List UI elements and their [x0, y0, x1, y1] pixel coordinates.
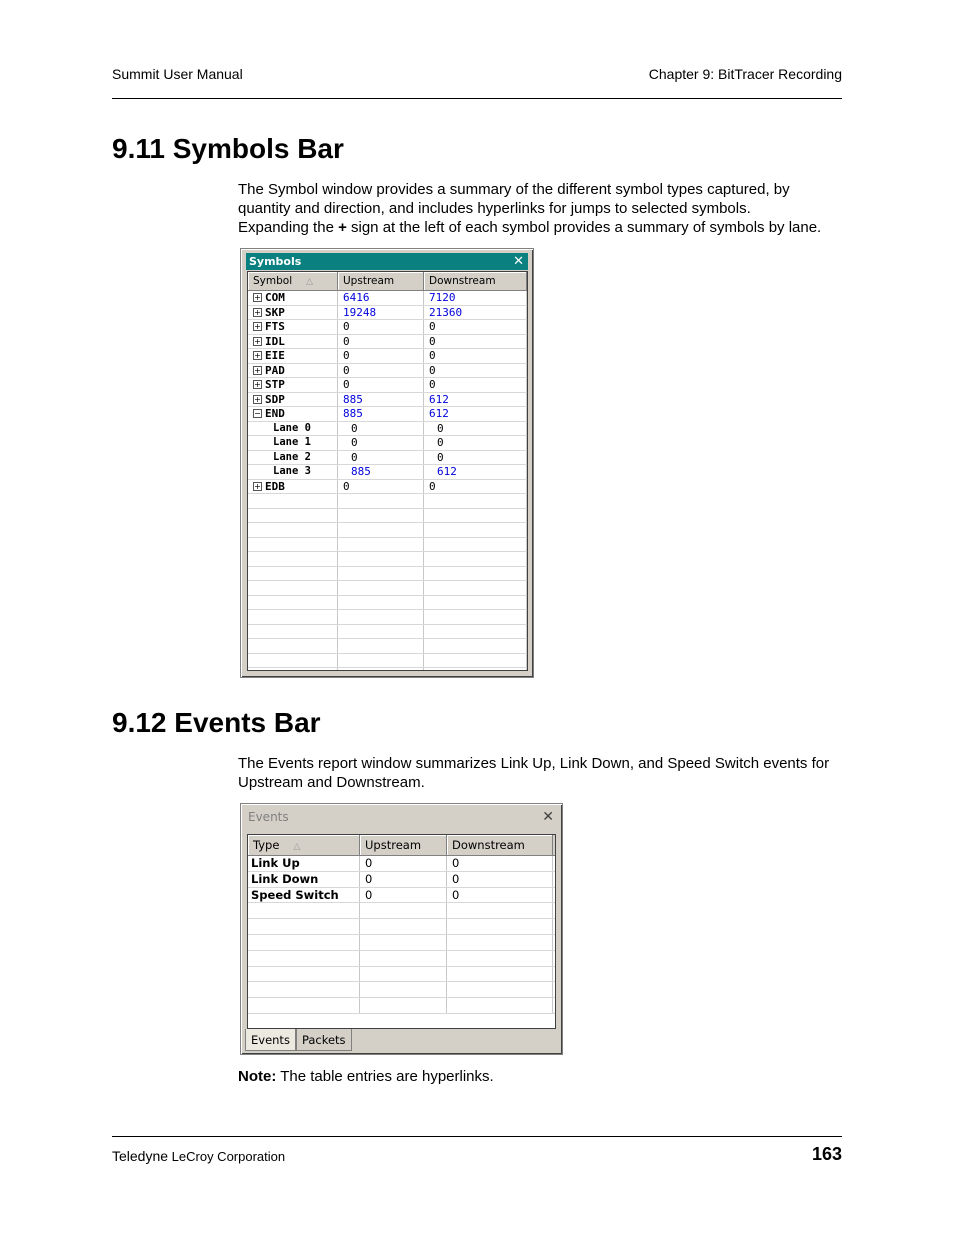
upstream-count[interactable]: 885 [338, 407, 424, 421]
symbol-name: COM [265, 291, 285, 304]
upstream-count: 0 [338, 422, 424, 436]
symbol-name: IDL [265, 334, 285, 348]
symbol-name-cell [248, 306, 338, 320]
empty-cell [248, 982, 360, 997]
empty-cell [360, 967, 447, 982]
downstream-count: 0 [424, 364, 527, 378]
empty-cell [248, 998, 360, 1013]
symbol-row[interactable] [248, 335, 527, 350]
empty-cell [360, 919, 447, 934]
symbol-name-cell [248, 320, 338, 334]
upstream-count[interactable]: 6416 [338, 291, 424, 305]
events-rows [248, 856, 555, 1014]
symbols-description [238, 180, 848, 237]
section-heading-symbols: 9.11 Symbols Bar [112, 133, 344, 164]
symbol-name-cell [248, 378, 338, 392]
empty-cell [424, 494, 527, 508]
empty-cell [338, 654, 424, 668]
empty-cell [248, 494, 338, 508]
empty-cell [248, 596, 338, 610]
empty-row [248, 668, 527, 671]
empty-cell [338, 567, 424, 581]
symbol-row[interactable] [248, 378, 527, 393]
symbol-name: Lane 3 [273, 465, 311, 477]
empty-row [248, 523, 527, 538]
empty-cell [338, 668, 424, 671]
symbol-name-cell [248, 465, 338, 479]
empty-cell [424, 567, 527, 581]
symbol-name: EDB [265, 479, 285, 493]
events-column-header [248, 835, 555, 856]
symbols-desc-line3a: Expanding the [238, 219, 339, 236]
column-header-type[interactable]: Type △ [248, 835, 360, 855]
empty-cell [424, 523, 527, 537]
lane-row[interactable] [248, 465, 527, 480]
expand-icon[interactable]: + [254, 293, 261, 302]
event-type: Speed Switch [248, 888, 360, 903]
empty-cell [248, 935, 360, 950]
symbol-name: FTS [265, 320, 285, 333]
empty-cell [424, 538, 527, 552]
empty-cell [424, 552, 527, 566]
empty-cell [248, 538, 338, 552]
empty-cell [360, 998, 447, 1013]
downstream-count[interactable]: 0 [447, 856, 553, 871]
empty-cell [248, 903, 360, 918]
empty-cell [338, 639, 424, 653]
symbol-row[interactable] [248, 349, 527, 364]
upstream-count: 0 [338, 335, 424, 349]
empty-row [248, 654, 527, 669]
column-header-downstream[interactable]: Downstream [447, 835, 553, 855]
empty-cell [248, 967, 360, 982]
empty-row [248, 581, 527, 596]
empty-row [248, 538, 527, 553]
downstream-count: 0 [424, 349, 527, 363]
symbol-row[interactable] [248, 393, 527, 408]
symbols-window-title: Symbols [249, 255, 302, 268]
symbol-name: Lane 0 [273, 421, 311, 434]
symbol-name-cell [248, 349, 338, 363]
symbols-column-header [248, 272, 527, 291]
symbol-row[interactable] [248, 306, 527, 321]
symbol-name-cell [248, 436, 338, 450]
footer-rule [112, 1136, 842, 1137]
upstream-count[interactable]: 885 [338, 465, 424, 479]
downstream-count[interactable]: 0 [447, 888, 553, 903]
empty-cell [248, 951, 360, 966]
upstream-count[interactable]: 0 [360, 888, 447, 903]
symbol-row[interactable] [248, 320, 527, 335]
tab-packets[interactable]: Packets [296, 1029, 352, 1051]
empty-cell [338, 552, 424, 566]
downstream-count: 0 [424, 422, 527, 436]
empty-cell [424, 610, 527, 624]
empty-cell [248, 919, 360, 934]
symbol-row[interactable] [248, 480, 527, 495]
sort-arrow-icon: △ [306, 277, 314, 287]
column-header-downstream[interactable]: Downstream [424, 272, 527, 290]
upstream-count[interactable]: 0 [360, 872, 447, 887]
expand-icon[interactable]: + [254, 322, 261, 331]
empty-cell [338, 509, 424, 523]
empty-cell [424, 509, 527, 523]
expand-icon[interactable]: + [254, 380, 261, 389]
symbol-name: END [265, 407, 285, 420]
empty-cell [447, 919, 553, 934]
events-title-bar [245, 807, 558, 827]
upstream-count: 0 [338, 480, 424, 494]
lane-row[interactable] [248, 451, 527, 466]
downstream-count[interactable]: 21360 [424, 306, 527, 320]
empty-cell [338, 494, 424, 508]
empty-cell [424, 668, 527, 671]
empty-row [248, 625, 527, 640]
events-desc-line2: Upstream and Downstream. [238, 774, 425, 791]
symbol-row[interactable] [248, 291, 527, 306]
expand-icon[interactable]: + [254, 365, 261, 375]
symbols-window [240, 248, 534, 678]
events-description [238, 754, 848, 792]
note [238, 1067, 848, 1086]
empty-row [248, 919, 555, 935]
empty-cell [360, 935, 447, 950]
symbols-rows [248, 291, 527, 671]
symbol-row[interactable] [248, 364, 527, 379]
upstream-count: 0 [338, 436, 424, 450]
symbol-name-cell [248, 364, 338, 378]
empty-cell [248, 523, 338, 537]
column-header-symbol[interactable]: Symbol △ [248, 272, 338, 290]
event-row[interactable] [248, 856, 555, 872]
empty-cell [424, 625, 527, 639]
empty-row [248, 639, 527, 654]
empty-cell [338, 581, 424, 595]
empty-cell [338, 625, 424, 639]
event-type: Link Up [248, 856, 360, 871]
expand-icon[interactable]: + [254, 336, 261, 346]
downstream-count[interactable]: 0 [447, 872, 553, 887]
symbol-row[interactable] [248, 407, 527, 422]
close-icon[interactable]: ✕ [542, 809, 554, 825]
downstream-count: 0 [424, 451, 527, 465]
downstream-count[interactable]: 612 [424, 393, 527, 407]
empty-cell [248, 625, 338, 639]
upstream-count[interactable]: 885 [338, 393, 424, 407]
empty-cell [248, 654, 338, 668]
symbols-desc-line3b: sign at the left of each symbol provides a summary of symbols by lane. [346, 219, 822, 236]
close-icon[interactable]: ✕ [513, 254, 524, 269]
events-desc-line1: The Events report window summarizes Link Up, Link Down, and Speed Switch events for [238, 755, 830, 772]
empty-cell [248, 581, 338, 595]
empty-cell [424, 581, 527, 595]
empty-cell [248, 668, 338, 671]
empty-cell [360, 903, 447, 918]
upstream-count: 0 [338, 364, 424, 378]
empty-cell [338, 538, 424, 552]
symbol-name-cell [248, 335, 338, 349]
event-row[interactable] [248, 872, 555, 888]
symbol-name: Lane 2 [273, 450, 311, 463]
symbol-name: SDP [265, 392, 285, 406]
upstream-count: 0 [338, 349, 424, 363]
header-rule [112, 98, 842, 99]
downstream-count[interactable]: 612 [424, 407, 527, 421]
upstream-count[interactable]: 19248 [338, 306, 424, 320]
tab-events[interactable]: Events [245, 1029, 296, 1051]
note-text: The table entries are hyperlinks. [276, 1068, 494, 1085]
downstream-count: 0 [424, 378, 527, 392]
expand-icon[interactable]: + [254, 307, 261, 317]
empty-cell [447, 982, 553, 997]
empty-cell [447, 935, 553, 950]
empty-row [248, 610, 527, 625]
lane-row[interactable] [248, 436, 527, 451]
lane-row[interactable] [248, 422, 527, 437]
footer-company: Teledyne LeCroy Corporation [112, 1148, 286, 1164]
column-header-upstream[interactable]: Upstream [360, 835, 447, 855]
empty-row [248, 951, 555, 967]
symbol-name-cell [248, 393, 338, 407]
symbols-desc-line2: quantity and direction, and includes hyperlinks for jumps to selected symbols. [238, 200, 751, 217]
running-header-chapter: Chapter 9: BitTracer Recording [648, 66, 842, 82]
symbol-name: Lane 1 [273, 436, 311, 448]
sort-arrow-icon: △ [293, 842, 301, 852]
events-window-title: Events [248, 810, 289, 824]
collapse-icon[interactable]: − [254, 409, 261, 418]
empty-cell [248, 509, 338, 523]
empty-cell [424, 639, 527, 653]
plus-sign: + [338, 219, 347, 236]
symbol-name: SKP [265, 305, 285, 319]
downstream-count[interactable]: 612 [424, 465, 527, 479]
empty-row [248, 982, 555, 998]
symbol-name: EIE [265, 349, 285, 362]
expand-icon[interactable]: + [254, 481, 261, 491]
empty-cell [248, 639, 338, 653]
events-tab-strip [245, 1029, 352, 1051]
upstream-count[interactable]: 0 [360, 856, 447, 871]
symbol-name-cell [248, 451, 338, 465]
empty-cell [248, 567, 338, 581]
symbols-table [247, 271, 528, 671]
empty-row [248, 509, 527, 524]
empty-cell [360, 951, 447, 966]
empty-cell [424, 654, 527, 668]
event-row[interactable] [248, 888, 555, 904]
empty-row [248, 596, 527, 611]
page-number: 163 [811, 1144, 842, 1164]
empty-cell [447, 903, 553, 918]
events-table [247, 834, 556, 1029]
empty-cell [248, 552, 338, 566]
column-header-upstream[interactable]: Upstream [338, 272, 424, 290]
empty-cell [338, 596, 424, 610]
empty-cell [248, 610, 338, 624]
symbol-name-cell [248, 291, 338, 305]
empty-row [248, 967, 555, 983]
symbol-name: PAD [265, 363, 285, 377]
symbols-desc-line1: The Symbol window provides a summary of the different symbol types captured, by [238, 181, 790, 198]
empty-cell [447, 998, 553, 1013]
symbol-name-cell [248, 422, 338, 436]
symbol-name-cell [248, 480, 338, 494]
empty-cell [424, 596, 527, 610]
upstream-count: 0 [338, 320, 424, 334]
downstream-count: 0 [424, 335, 527, 349]
downstream-count: 0 [424, 320, 527, 334]
empty-cell [447, 951, 553, 966]
empty-row [248, 935, 555, 951]
downstream-count: 0 [424, 480, 527, 494]
empty-cell [447, 967, 553, 982]
empty-row [248, 494, 527, 509]
expand-icon[interactable]: + [254, 351, 261, 360]
symbol-name-cell [248, 407, 338, 421]
upstream-count: 0 [338, 451, 424, 465]
empty-cell [338, 523, 424, 537]
expand-icon[interactable]: + [254, 394, 261, 404]
empty-cell [338, 610, 424, 624]
symbol-name: STP [265, 378, 285, 391]
empty-cell [360, 982, 447, 997]
events-window [240, 803, 563, 1055]
empty-row [248, 567, 527, 582]
upstream-count: 0 [338, 378, 424, 392]
symbols-title-bar [246, 253, 528, 270]
empty-row [248, 903, 555, 919]
section-heading-events: 9.12 Events Bar [112, 707, 321, 738]
empty-row [248, 998, 555, 1014]
downstream-count: 0 [424, 436, 527, 450]
downstream-count[interactable]: 7120 [424, 291, 527, 305]
running-header-title: Summit User Manual [112, 66, 243, 82]
note-label: Note: [238, 1068, 277, 1085]
empty-row [248, 552, 527, 567]
event-type: Link Down [248, 872, 360, 887]
